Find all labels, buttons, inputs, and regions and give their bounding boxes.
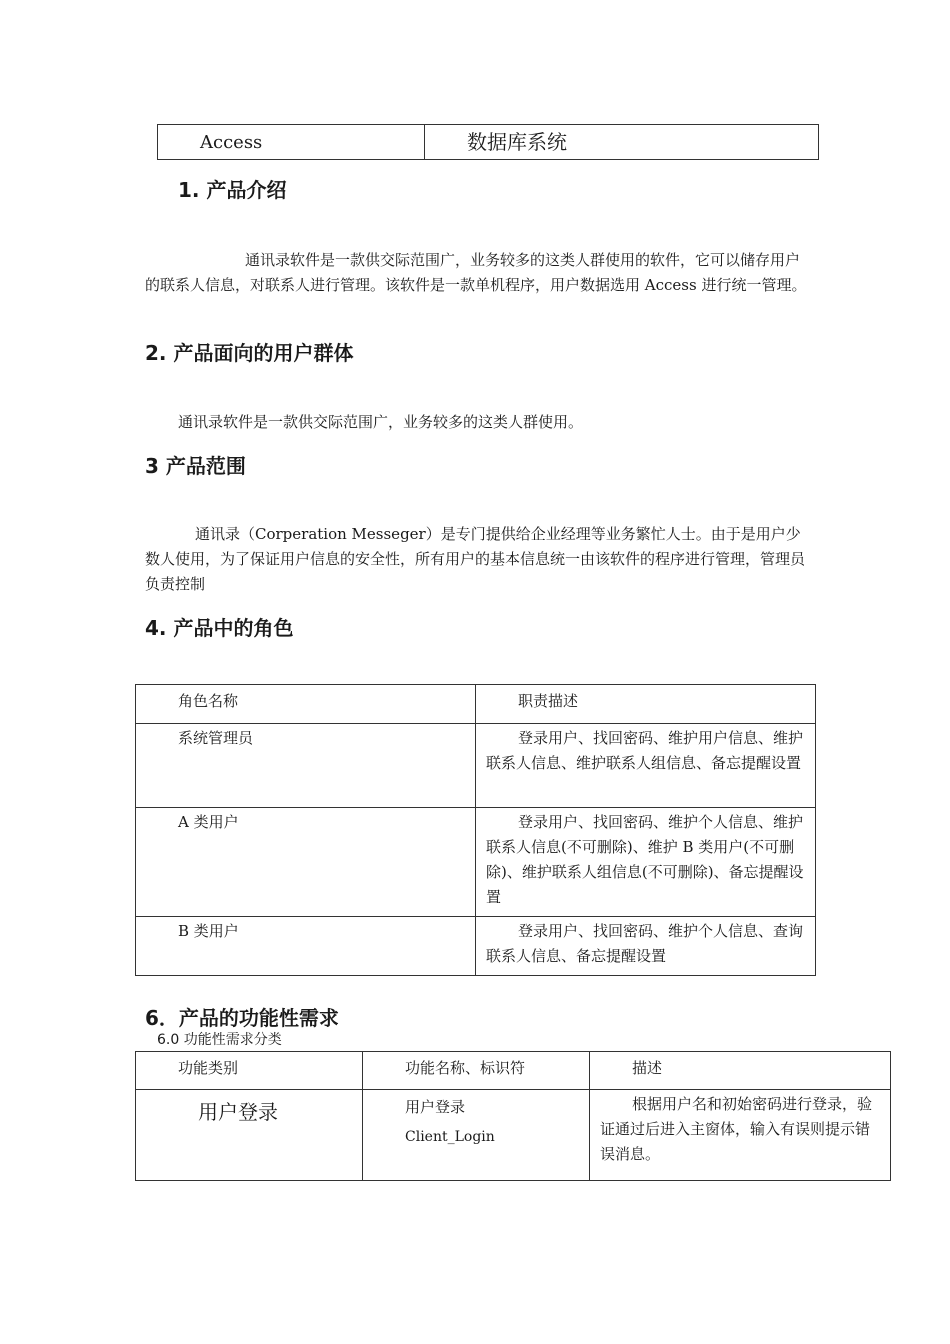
top-table-cell-2: 数据库系统 <box>425 125 819 160</box>
roles-header-desc: 职责描述 <box>476 685 816 724</box>
role-name-cell: 系统管理员 <box>136 724 476 808</box>
roles-header-name: 角色名称 <box>136 685 476 724</box>
table-row <box>136 724 816 808</box>
table-row <box>136 917 816 976</box>
func-name-cell <box>363 1090 590 1181</box>
func-name: 用户登录 <box>405 1098 466 1116</box>
func-header-category: 功能类别 <box>136 1052 363 1090</box>
section-4-title: 4. 产品中的角色 <box>145 616 294 640</box>
function-table-header-row <box>136 1052 891 1090</box>
section-2-paragraph: 通讯录软件是一款供交际范围广，业务较多的这类人群使用。 <box>178 413 584 431</box>
section-2-title: 2. 产品面向的用户群体 <box>145 341 354 365</box>
role-desc-cell: 登录用户、找回密码、维护用户信息、维护联系人信息、维护联系人组信息、备忘提醒设置 <box>476 724 816 808</box>
roles-table <box>135 684 816 976</box>
func-header-name: 功能名称、标识符 <box>363 1052 590 1090</box>
role-desc-cell: 登录用户、找回密码、维护个人信息、查询联系人信息、备忘提醒设置 <box>476 917 816 976</box>
roles-table-header-row <box>136 685 816 724</box>
func-category-cell: 用户登录 <box>136 1090 363 1181</box>
role-desc-cell: 登录用户、找回密码、维护个人信息、维护联系人信息(不可删除)、维护 B 类用户(不可删除)、维护联系人组信息(不可删除)、备忘提醒设置 <box>476 808 816 917</box>
func-desc-cell: 根据用户名和初始密码进行登录，验证通过后进入主窗体，输入有误则提示错误消息。 <box>590 1090 891 1181</box>
section-1-paragraph: 通讯录软件是一款供交际范围广，业务较多的这类人群使用的软件，它可以储存用户的联系人信息，对联系人进行管理。该软件是一款单机程序，用户数据选用 Access 进行统一管理。 <box>145 251 807 294</box>
section-6-title: 6．产品的功能性需求 <box>145 1006 339 1030</box>
section-1-title: 1. 产品介绍 <box>178 178 287 202</box>
top-table-cell-1: Access <box>158 125 425 160</box>
table-row <box>136 1090 891 1181</box>
top-table <box>157 124 819 160</box>
func-header-desc: 描述 <box>590 1052 891 1090</box>
section-6-subtitle: 6.0 功能性需求分类 <box>157 1032 282 1048</box>
role-name-cell: B 类用户 <box>136 917 476 976</box>
func-id: Client_Login <box>405 1129 495 1145</box>
function-table <box>135 1051 891 1181</box>
section-3-paragraph: 通讯录（Corperation Messeger）是专门提供给企业经理等业务繁忙人士。由于是用户少数人使用，为了保证用户信息的安全性，所有用户的基本信息统一由该软件的程序进行管理，管理员负责控制 <box>145 525 806 593</box>
table-row <box>136 808 816 917</box>
section-3-title: 3 产品范围 <box>145 454 246 478</box>
role-name-cell: A 类用户 <box>136 808 476 917</box>
